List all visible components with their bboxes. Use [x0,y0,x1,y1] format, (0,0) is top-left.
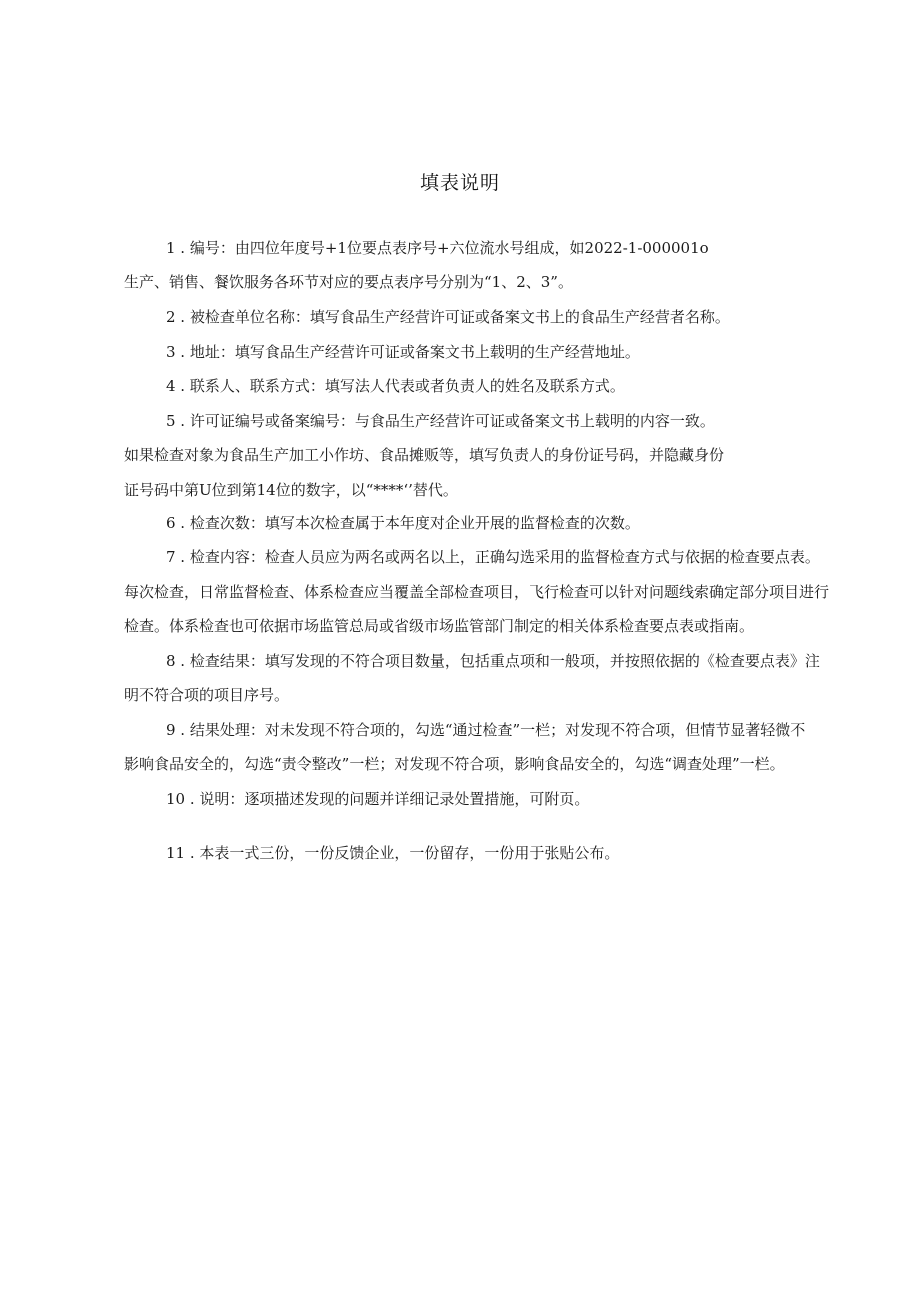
item-8-line-2: 明不符合项的项目序号。 [124,686,290,704]
item-10: 10 . 说明：逐项描述发现的问题并详细记录处置措施，可附页。 [166,790,590,808]
item-7-line-2: 每次检查，日常监督检查、体系检查应当覆盖全部检查项目，飞行检查可以针对问题线索确定部分项目进行 [124,583,830,601]
item-2: 2 . 被检查单位名称：填写食品生产经营许可证或备案文书上的食品生产经营者名称。 [166,308,730,326]
item-5-line-3: 证号码中第U位到第14位的数字，以“****‘’替代。 [124,481,458,499]
item-6: 6 . 检查次数：填写本次检查属于本年度对企业开展的监督检查的次数。 [166,514,640,532]
item-11: 11 . 本表一式三份，一份反馈企业，一份留存，一份用于张贴公布。 [166,844,620,862]
item-7-line-1: 7 . 检查内容：检查人员应为两名或两名以上，正确勾选采用的监督检查方式与依据的检查要点表。 [166,548,820,566]
item-1-line-1: 1 . 编号：由四位年度号+1位要点表序号+六位流水号组成，如2022-1-000001o [166,239,709,257]
item-9-line-1: 9 . 结果处理：对未发现不符合项的，勾选“通过检查”一栏；对发现不符合项，但情节显著轻微不 [166,721,806,739]
item-9-line-2: 影响食品安全的，勾选“责令整改”一栏；对发现不符合项，影响食品安全的，勾选“调查处理”一栏。 [124,755,785,773]
item-5-line-2: 如果检查对象为食品生产加工小作坊、食品摊贩等，填写负责人的身份证号码，并隐藏身份 [124,446,725,464]
item-5-line-1: 5 . 许可证编号或备案编号：与食品生产经营许可证或备案文书上载明的内容一致。 [166,412,715,430]
item-3: 3 . 地址：填写食品生产经营许可证或备案文书上载明的生产经营地址。 [166,343,640,361]
item-4: 4 . 联系人、联系方式：填写法人代表或者负责人的姓名及联系方式。 [166,377,625,395]
page-title: 填表说明 [419,172,500,194]
item-8-line-1: 8 . 检查结果：填写发现的不符合项目数量，包括重点项和一般项，并按照依据的《检查要点表》注 [166,652,820,670]
item-7-line-3: 检查。体系检查也可依据市场监管总局或省级市场监管部门制定的相关体系检查要点表或指南。 [124,617,755,635]
item-1-line-2: 生产、销售、餐饮服务各环节对应的要点表序号分别为“1、2、3”。 [124,273,573,291]
